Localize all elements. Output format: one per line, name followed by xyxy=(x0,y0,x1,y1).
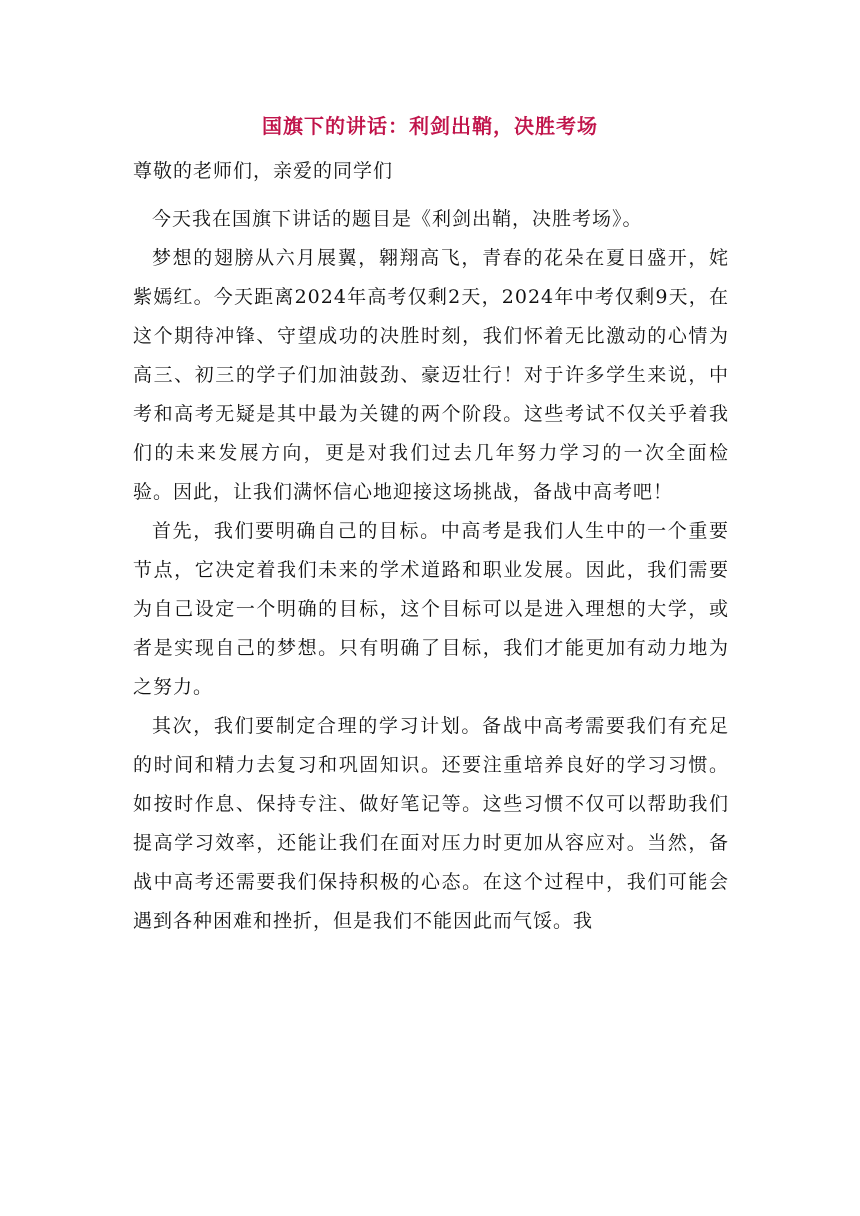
document-title: 国旗下的讲话：利剑出鞘，决胜考场 xyxy=(262,114,598,138)
greeting-line: 尊敬的老师们，亲爱的同学们 xyxy=(133,160,394,182)
paragraph: 首先，我们要明确自己的目标。中高考是我们人生中的一个重要节点，它决定着我们未来的学术道路和职业发展。因此，我们需要为自己设定一个明确的目标，这个目标可以是进入理想的大学，或者是实现自己的梦想。只有明确了目标，我们才能更加有动力地为之努力。 xyxy=(133,520,729,698)
speech-body xyxy=(133,200,729,941)
paragraph: 其次，我们要制定合理的学习计划。备战中高考需要我们有充足的时间和精力去复习和巩固知识。还要注重培养良好的学习习惯。如按时作息、保持专注、做好笔记等。这些习惯不仅可以帮助我们提高学习效率，还能让我们在面对压力时更加从容应对。当然，备战中高考还需要我们保持积极的心态。在这个过程中，我们可能会遇到各种困难和挫折，但是我们不能因此而气馁。我 xyxy=(133,715,729,932)
paragraph: 梦想的翅膀从六月展翼，翱翔高飞，青春的花朵在夏日盛开，姹紫嫣红。今天距离2024年高考仅剩2天，2024年中考仅剩9天，在这个期待冲锋、守望成功的决胜时刻，我们怀着无比激动的心情为高三、初三的学子们加油鼓劲、豪迈壮行！对于许多学生来说，中考和高考无疑是其中最为关键的两个阶段。这些考试不仅关乎着我们的未来发展方向，更是对我们过去几年努力学习的一次全面检验。因此，让我们满怀信心地迎接这场挑战，备战中高考吧！ xyxy=(133,247,729,503)
paragraph: 今天我在国旗下讲话的题目是《利剑出鞘，决胜考场》。 xyxy=(152,208,643,230)
